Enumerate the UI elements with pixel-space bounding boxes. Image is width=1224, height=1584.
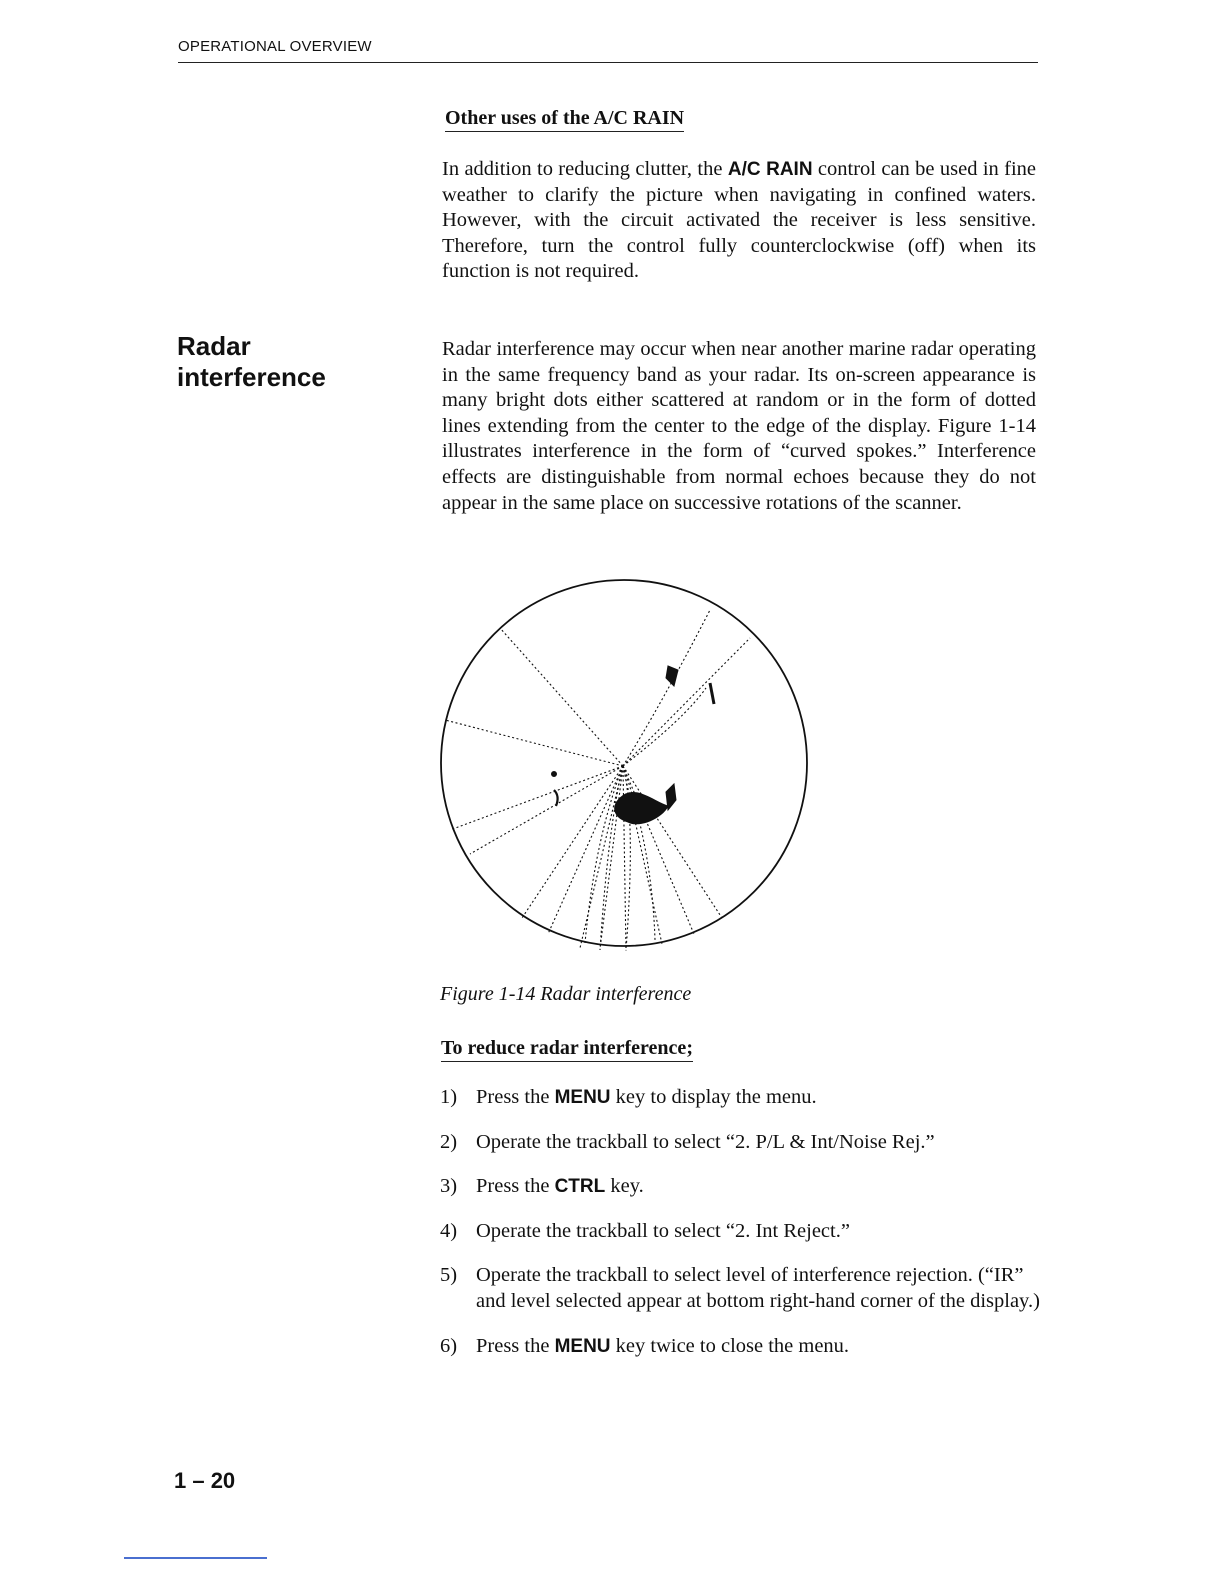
scan-edge-line (124, 1557, 267, 1559)
header-rule (178, 62, 1038, 63)
procedure-step (440, 1174, 1040, 1200)
procedure-steps (440, 1085, 1040, 1378)
target-echo-3 (552, 772, 557, 777)
step-text-after: key twice to close the menu. (615, 1334, 850, 1357)
section-title-line2: interference (177, 362, 326, 392)
step-number: 2) (440, 1130, 458, 1153)
radar-display-circle (441, 580, 807, 946)
ctrl-key-label: CTRL (554, 1176, 606, 1198)
other-uses-heading: Other uses of the A/C RAIN (445, 107, 684, 132)
procedure-step (440, 1263, 1040, 1314)
land-echo (615, 792, 668, 823)
step-text: Operate the trackball to select “2. P/L & Int/Noise Rej.” (476, 1130, 935, 1153)
menu-key-label: MENU (554, 1087, 611, 1108)
section-title-line1: Radar (177, 331, 251, 361)
land-echo-spur (666, 784, 676, 810)
procedure-step (440, 1130, 1040, 1156)
target-echo-1 (666, 666, 678, 686)
target-echo-2 (710, 683, 714, 704)
other-uses-text-before: In addition to reducing clutter, the (442, 158, 723, 180)
figure-caption: Figure 1-14 Radar interference (440, 983, 692, 1005)
other-uses-paragraph (442, 157, 1036, 285)
ac-rain-control-label: A/C RAIN (727, 159, 813, 180)
radar-interference-paragraph: Radar interference may occur when near another marine radar operating in the same frequency band as your radar. Its on-screen appearance is many bright dots either scattered at random or in the form of dotted lines extending from the center to the edge of the display. Figure 1-14 illustrates interference in the form of “curved spokes.” Interference effects are distinguishable from normal echoes because they do not appear in the same place on successive rotations of the scanner. (442, 338, 1036, 514)
section-title-radar-interference (177, 331, 417, 393)
step-text-before: Press the (476, 1086, 550, 1108)
procedure-step (440, 1219, 1040, 1245)
procedure-step (440, 1085, 1040, 1111)
step-number: 1) (440, 1086, 458, 1108)
step-text-before: Press the (476, 1175, 550, 1198)
step-text-after: key to display the menu. (615, 1086, 817, 1108)
target-echo-4 (554, 790, 558, 806)
other-uses-text-after: control can be used in fine weather to clarify the picture when navigating in confined waters. However, with the circuit activated the receiver is less sensitive. Therefore, turn the control fully counterclockwise (off) when its function is not required. (442, 158, 1037, 283)
step-text: Operate the trackball to select level of interference rejection. (“IR” and level selected appear at bottom right-hand corner of the display.) (476, 1264, 1040, 1312)
interference-spokes (445, 610, 750, 951)
page-number: 1 – 20 (174, 1468, 236, 1493)
procedure-heading: To reduce radar interference; (441, 1037, 693, 1062)
step-text-after: key. (610, 1175, 644, 1198)
step-text-before: Press the (476, 1334, 550, 1357)
radar-interference-figure (430, 578, 820, 963)
step-text: Operate the trackball to select “2. Int Reject.” (476, 1219, 850, 1242)
running-header: OPERATIONAL OVERVIEW (178, 38, 372, 55)
menu-key-label: MENU (554, 1335, 611, 1357)
step-number: 4) (440, 1219, 458, 1242)
step-number: 6) (440, 1334, 458, 1357)
step-number: 3) (440, 1175, 458, 1198)
procedure-step (440, 1334, 1040, 1360)
step-number: 5) (440, 1264, 458, 1287)
